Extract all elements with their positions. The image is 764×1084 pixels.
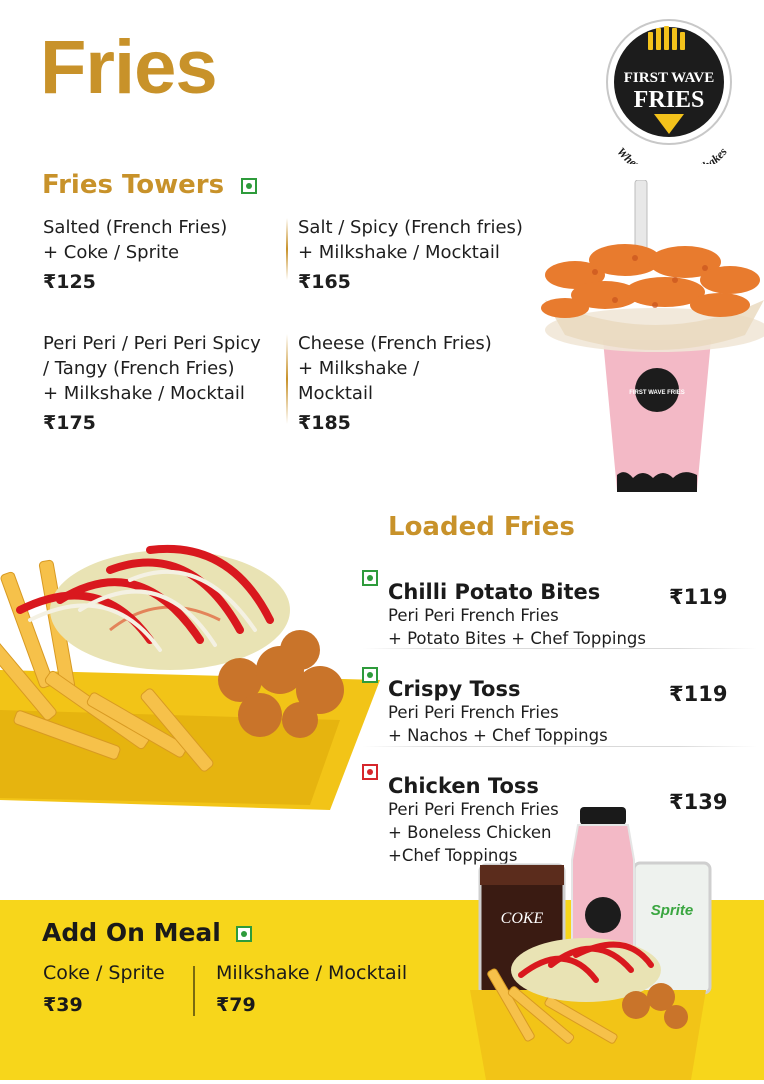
item-line: + Coke / Sprite: [43, 242, 180, 263]
item-desc: + Boneless Chicken: [388, 823, 552, 842]
item-line: + Milkshake /: [298, 358, 420, 379]
column-divider: [286, 334, 288, 424]
item-price: ₹175: [43, 412, 96, 434]
item-line: + Milkshake / Mocktail: [43, 383, 245, 404]
item-desc: + Nachos + Chef Toppings: [388, 726, 608, 745]
item-name: Chicken Toss: [388, 774, 539, 798]
item-price: ₹185: [298, 412, 351, 434]
veg-icon: [362, 667, 378, 683]
non-veg-icon: [362, 764, 378, 780]
fries-towers-heading-text: Fries Towers: [42, 170, 225, 200]
brand-tagline: Whe akes: [614, 144, 730, 164]
fries-tower-illustration: [515, 180, 764, 500]
item-line: / Tangy (French Fries): [43, 358, 235, 379]
item-desc: +Chef Toppings: [388, 846, 518, 865]
item-name: Milkshake / Mocktail: [216, 962, 408, 984]
item-price: ₹119: [669, 585, 728, 609]
brand-line1: FIRST WAVE: [623, 70, 715, 86]
item-desc: Peri Peri French Fries: [388, 606, 559, 625]
loaded-fries-illustration: [0, 530, 385, 810]
tower-item-salt-spicy: [298, 215, 548, 293]
item-name: Chilli Potato Bites: [388, 580, 601, 604]
fries-towers-heading: [42, 170, 257, 200]
meal-combo-illustration: [466, 805, 764, 1080]
add-on-item-coke-sprite: [43, 962, 165, 1016]
column-divider: [286, 218, 288, 280]
loaded-fries-photo: [0, 530, 385, 810]
veg-icon: [241, 178, 257, 194]
loaded-item-chilli-potato-bites: [362, 561, 762, 650]
item-price: ₹125: [43, 271, 96, 293]
add-on-item-milkshake-mocktail: [216, 962, 407, 1016]
coke-label: COKE: [500, 910, 544, 927]
item-name: Crispy Toss: [388, 677, 521, 701]
svg-text:Where Fries Meet Shakes: [614, 144, 730, 164]
item-desc: + Potato Bites + Chef Toppings: [388, 629, 646, 648]
item-line: Mocktail: [298, 383, 373, 404]
item-name: Coke / Sprite: [43, 962, 165, 984]
loaded-fries-heading: Loaded Fries: [388, 512, 575, 542]
item-price: ₹165: [298, 271, 351, 293]
item-price: ₹119: [669, 682, 728, 706]
add-on-heading: [42, 918, 252, 947]
veg-icon: [236, 926, 252, 942]
brand-logo: [584, 14, 754, 164]
loaded-item-crispy-toss: [362, 658, 762, 747]
item-desc: Peri Peri French Fries: [388, 800, 559, 819]
tower-item-peri-peri: [43, 331, 283, 434]
brand-line2: FRIES: [633, 87, 705, 113]
meal-combo-photo: [466, 805, 764, 1080]
tower-item-salted: [43, 215, 283, 293]
cup-brand-text: FIRST WAVE FRIES: [629, 390, 685, 396]
divider: [362, 648, 757, 649]
item-line: + Milkshake / Mocktail: [298, 242, 500, 263]
add-on-heading-text: Add On Meal: [42, 918, 221, 947]
column-divider: [193, 966, 195, 1016]
tower-item-cheese: [298, 331, 528, 434]
item-line: Salted (French Fries): [43, 217, 228, 238]
divider: [362, 746, 757, 747]
brand-logo-graphic: [584, 14, 754, 164]
sprite-label: Sprite: [650, 902, 694, 919]
fries-tower-photo: [515, 180, 764, 500]
item-price: ₹139: [669, 790, 728, 814]
page-title: Fries: [40, 25, 217, 110]
item-desc: Peri Peri French Fries: [388, 703, 559, 722]
veg-icon: [362, 570, 378, 586]
item-price: ₹79: [216, 994, 256, 1016]
item-line: Peri Peri / Peri Peri Spicy: [43, 333, 261, 354]
item-price: ₹39: [43, 994, 83, 1016]
item-line: Cheese (French Fries): [298, 333, 492, 354]
item-line: Salt / Spicy (French fries): [298, 217, 523, 238]
